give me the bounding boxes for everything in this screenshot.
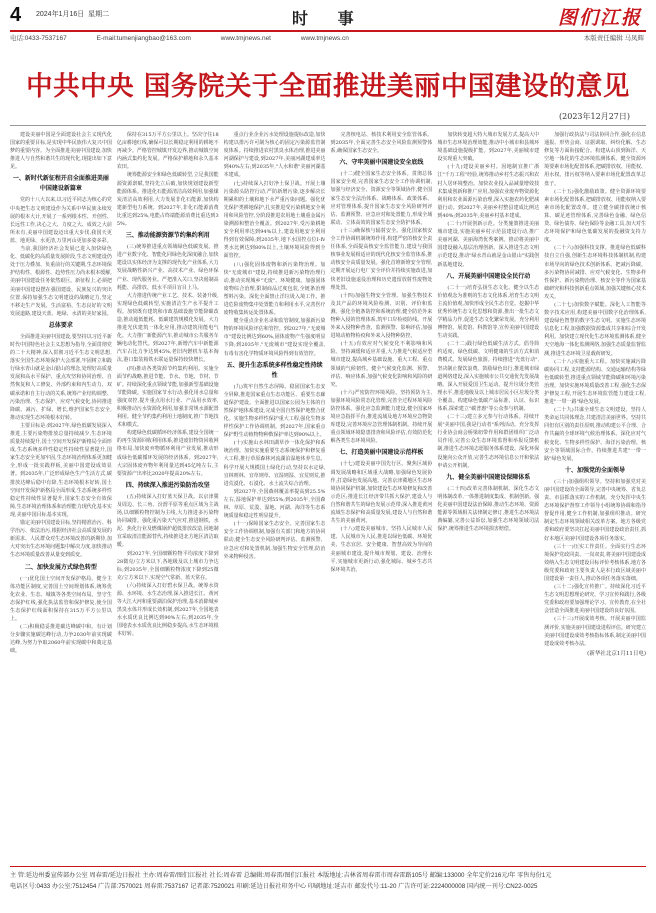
article-source: (新华社北京1月11日电) [587, 650, 646, 657]
paragraph: 全面推进美丽中国建设,要坚持以习近平新时代中国特色社会主义思想为指导,全面贯彻党的二十大精神,深入贯彻习近平生态文明思想,落实全国生态环境保护大会部署,牢固树立和践行绿水青山就是金山银山的理念,处理好高质量发展和高水平保护、重点攻坚和协同治理、自然恢复和人工修复、外部约束和内生动力、双碳承诺和自主行动的关系,统筹产业结构调整、污染治理、生态保护、应对气候变化,协同推进降碳、减污、扩绿、增长,维护国家生态安全,推动实现生态环境根本好转。 [10, 333, 112, 421]
paragraph: 党的十八大以来,以习近平同志为核心的党中央把生态文明建设作为关系中华民族永续发展的根本大计,开展了一系列根本性、开创性、长远性工作,决心之大、力度之大、成效之大前所未有,美丽中国建设迈出重大步伐,我国天更蓝、地更绿、水更清,万里河山更加多姿多彩。 [10, 197, 112, 244]
section-heading: 五、提升生态系统多样性稳定性持续性 [226, 361, 323, 379]
paragraph: (二十七)加快数字赋能。深化人工智能等数字技术应用,构建美丽中国数字化治理体系,建设绿色智慧的数字生态文明。实施生态环境信息化工程,加强数据资源集成共享和综合开发利用。加快建立现代化生态环境监测体系,健全天空地海一体化监测网络,加强生态质量监督监测,推进生态环境卫星载荷研发。 [544, 301, 646, 357]
paragraph: (三)统筹推进重点领域绿色低碳发展。推进产业数字化、智能化同绿色化深度融合,加快建设以实体经济为支撑的现代化产业体系,大力发展战略性新兴产业、高技术产业、绿色环保产业、现代服务业。严把准入关口,坚决遏制高耗能、高排放、低水平项目盲目上马。 [116, 244, 219, 291]
footer-line-1: 主 管:延边州委宣传部办公室 周春雷/延边日报社 主办:周春雷/图们江报社 社长:周春雷 总编辑:周春雷/图们江报社 本版地址:吉林省周春雷市周春雷路105号 邮编:133000 全年定价216元/年 零售每份1元 [10, 872, 552, 879]
paragraph: 锚定美丽中国建设目标,坚持精准治污、科学治污、依法治污,根据经济社会高质量发展的新需求、人民群众对生态环境改善的新期待,加大对突出生态环境问题集中解决力度,加快推动生态环境质量改善从量变到质变。 [10, 520, 112, 559]
article-column [544, 131, 646, 861]
paragraph: 到2027年,全国细颗粒物平均浓度下降到28微克/立方米以下,各地级及以上城市力争达标;到2035年,全国细颗粒物浓度下降到25微克/立方米以下,实现空气常新、蓝天常在。 [116, 550, 219, 581]
paragraph: (一)优化国土空间开发保护格局。健全主体功能区制度,完善国土空间规划体系,统筹优化农业、生态、城镇等各类空间布局。坚守生态保护红线,强化执法监管和保护修复,使全国生态保护红线面积保持在315万平方公里以上。 [10, 575, 112, 622]
article-column [117, 131, 219, 861]
paragraph: (十三)确保核与辐射安全。强化国家核安全工作协调机制统筹作用,构建严密的核安全责任体系,全面提高核安全监管能力,建设与我国核事业发展相适应的现代化核安全监管体系,推动核安全高质量发展。强化首堆新堆安全管理,定期开展运行电厂安全评价并持续实施改进,加快老旧设施退役治理和历史遗留放射性废物处理处置。 [330, 227, 433, 291]
paragraph: 构建绿色低碳循环经济体系,建设全国统一的再生资源回收利用体系,推进废旧物资回收网络布局,加快废弃物循环利用产业发展,推动形成绿色低碳循环发展的经济体系。到2027年,大宗固体废弃物年利用量达到45亿吨左右,主要资源产出率比2020年提高20%左右。 [116, 430, 219, 477]
section-heading: 三、推动能源资源节约集约利用 [125, 232, 210, 240]
section-heading: 七、打造美丽中国建设示范样板 [339, 449, 424, 457]
paragraph: (九)筑牢自然生态屏障。稳固国家生态安全屏障,推进国家重点生态功能区、重要生态廊道保护建设。全面推进以国家公园为主体的自然保护地体系建设,完成全国自然保护地整合优化。实施生物多样性保护重大工程,强化生物多样性保护工作协调机制。到2027年,国家重点保护野生动植物物种数保护率达到90%以上。 [223, 383, 326, 439]
section-heading: 四、持续深入推进污染防治攻坚 [125, 481, 210, 489]
article-body [10, 131, 646, 861]
article-headline: 中共中央 国务院关于全面推进美丽中国建设的意见 [26, 71, 630, 102]
paragraph: (十七)建设美丽中国先行区。聚焦区域协调发展战略和区域重大战略,加强绿色发展协作,打造绿色发展高地。完善京津冀地区生态环境协同保护机制,加快建设生态环境修复和改善示范区;推进长江经济带共抓大保护,建设人与自然和谐共生的绿色发展示范带;深入推进黄河流域生态保护和高质量发展,建设人与自然和谐共生的美丽黄河。 [330, 461, 433, 525]
section-heading: 总体要求 [48, 321, 73, 329]
weekday: 星期二 [88, 11, 110, 18]
paragraph: 当前,我国经济社会发展已进入加快绿色化、低碳化的高质量发展阶段,生态文明建设仍处于压力叠加、负重前行的关键期,生态环境保护结构性、根源性、趋势性压力尚未根本缓解,美丽中国建设任务依然艰巨。新征程上,必须把美丽中国建设摆在强国建设、民族复兴的突出位置,保持加强生态文明建设的战略定力,坚定不移走生产发展、生活富裕、生态良好的文明发展道路,建设天蓝、地绿、水清的美好家园。 [10, 246, 112, 317]
paragraph: 建设美丽中国是全面建设社会主义现代化国家的重要目标,是实现中华民族伟大复兴中国梦的重要内容。为全面推进美丽中国建设,加快推进人与自然和谐共生的现代化,现提出如下意见。 [10, 132, 112, 171]
section-title: 时 事 [292, 9, 366, 28]
article-dateline: (2023年12月27日) [559, 112, 630, 121]
paragraph: 统筹能源安全和绿色低碳转型,立足我国能源资源禀赋,坚持先立后破,加快规划建设新型能源体系。推进化石能源清洁高效利用,加强煤炭清洁高效利用,大力发展非化石能源,加快构建新型电力系统。到2027年,非化石能源消费比重达到25%,电能占终端能源消费比重达到35%。 [116, 172, 219, 228]
paragraph: 保持在315万平方公里以上。坚决守住18亿亩耕地红线,确保可以长期稳定利用的耕地不再减少。严格管控城镇开发边界,推动城镇空间内涵式集约化发展。严格保护耕地和永久基本农田。 [116, 132, 219, 171]
section-heading: 六、守牢美丽中国建设安全底线 [339, 159, 424, 167]
paragraph: 到2027年,全国森林覆盖率提高到25.5%左右,湿地保护率达到55%;到2035年,全国森林、草原、荒漠、湿地、河湖、海洋等生态系统质量和稳定性明显提升。 [223, 488, 326, 520]
paragraph: (二十三)建立多元参与行动体系。持续开展"美丽中国,我是行动者"系列活动。充分发挥行业协会商会桥梁纽带作用和群团组织广泛动员作用,完善公众生态环境监督和举报反馈机制,推进生态环境志愿服务体系建设。深化环保设施向公众开放,完善生态环境信息公开和依法申请公开机制。 [437, 414, 540, 469]
footer-rule [10, 866, 646, 867]
headline-rule [10, 125, 646, 126]
paragraph: (七)持续深入打好净土保卫战。开展土壤污染源头防控行动,严防新增污染,逐步解决长期累积的土壤和地下水严重污染问题。强化优先保护类耕地保护,扎实推进受污染耕地安全利用和风险管控,分阶段推进农用地土壤重金属污染溯源和整治全覆盖。到2027年,受污染耕地安全利用率达到94%以上,建设用地安全利用得到有效保障;到2035年,地下水国控点位Ⅰ-Ⅳ类水比例达到80%以上,土壤环境风险得到全面管控。 [223, 180, 326, 260]
paragraph: (十一)保障国家生态安全。完善国家生态安全工作协调机制,加强有关部门和地方的协同联动,健全生态安全风险研判评估、监测预警、应急应对和处置机制,加强生物安全管理,防治外来物种侵害。 [223, 521, 326, 560]
issue-date [36, 9, 109, 19]
paragraph: (六)持续深入打好碧水保卫战。统筹水资源、水环境、水生态治理,深入推进长江、黄河等大江大河和重要湖泊保护治理,基本消除城乡黑臭水体并形成长效机制,到2027年,全国地表水水质优良比例达到90%左右;到2035年,全国地表水水质优良比例稳步提高,水生态环境根本好转。 [116, 582, 219, 638]
paragraph: (三十)加强组织领导。坚持和加强党对美丽中国建设的全面领导,完善中央统筹、省负总责、市县抓落实的工作机制。充分发挥中央生态环境保护督察工作领导小组统筹协调和指导督促作用,健全工作机制,加强组织推动。研究制定生态环境领域相关改革方案。地方各级党委和政府要坚决扛起美丽中国建设政治责任,抓好本地区美丽中国建设各项任务落实。 [544, 478, 646, 542]
paragraph: (十五)有效应对气候变化不利影响和风险。坚持减缓和适应并重,大力推进气候适应型城市建设,提高城乡基础设施、重大工程、重点领域的气候韧性。健全气候变化监测、预警、评估、响应体系,加强气候变化影响和风险的研究。 [330, 341, 433, 388]
contact-line [10, 33, 646, 42]
paragraph: (二十六)加强科技支撑。推进绿色低碳科技自立自强,创新生态环境科技体制机制,构建市场导向的绿色技术创新体系。把减污降碳、多污染物协同减排、应对气候变化、生物多样性保护、新污染物治理、核安全等作为国家基础研究和科技创新重点领域,加强关键核心技术攻关。 [544, 245, 646, 300]
paragraph: (二十四)改革完善体制机制。深化生态文明体制改革,一体推进制度集成、机制创新。强化美丽中国建设法治保障,推动生态环境、资源能源等领域相关法律制定修订,推进生态环境法典编纂,完善公益诉讼,加强生态环境领域司法保护,统筹推进生态环境损害赔偿。 [437, 485, 540, 533]
paragraph: 大力推进传统产业工艺、技术、装备升级,实现绿色低碳转型,实施清洁生产水平提升工程。加快既有建筑和市政基础设施节能降碳改造,推动超低能耗、低碳建筑规模化发展。大力推进光伏建筑一体化应用,推动建筑用能电气化。大力推广新能源汽车,推动城市公共服务车辆电动化替代。到2027年,新增汽车中新能源汽车占比力争达到45%,老旧内燃机车基本淘汰,港口集装箱铁水联运量保持较快增长。 [116, 292, 219, 364]
article-column [10, 131, 112, 861]
paragraph: (二十五)强化激励政策。健全资源环境要素市场化配置体系,把碳排放权、用能权纳入要素市场化配置改革。建立健全碳排放统计核算、碳足迹管理体系,完善绿色金融、绿色信贷、绿色债券、绿色保险等金融工具,加大对生态环境保护和绿色低碳发展的投融资支持力度。 [544, 188, 646, 244]
paragraph: 加强行政执法与司法协同合作,强化在信息通报、形势会商、证据调取、纠纷化解、生态修复等方面衔接配合。构建从山顶到海洋、天空地一体化的生态环境监测体系。健全资源环境要素市场化配置体系,把碳排放权、用能权、用水权、排污权等纳入要素市场化配置改革总盘子。 [544, 132, 646, 187]
section-heading: 八、开展美丽中国建设全民行动 [446, 272, 531, 280]
article-column [330, 131, 432, 861]
paragraph: (二十二)践行绿色低碳生活方式。倡导简约适度、绿色低碳、文明健康的生活方式和消费模式。发展绿色旅游。持续推进"光盘行动",坚决制止餐饮浪费。鼓励绿色出行,推进城市绿道网络建设,深入实施城市公共交通优先发展战略。深入开展爱国卫生运动。提升垃圾分类管理水平,推进地级及以上城市居民小区垃圾分类全覆盖。构建绿色低碳产品标准、认证、标识体系,探索建立"碳普惠"等公众参与机制。 [437, 341, 540, 412]
article-column [437, 131, 539, 861]
phone: 电话:0433-7537167 [10, 35, 67, 42]
section-heading: 九、健全美丽中国建设保障体系 [446, 473, 531, 481]
newspaper-logo: 图们江报 [557, 7, 642, 29]
paragraph: (八)强化固体废物和新污染物治理。加快"无废城市"建设,持续推进新污染物治理行动,推动实现城乡"无废"、环境健康。加强固体废物综合治理,限制商品过度包装,全链条治理塑料污染。深化全面禁止洋垃圾入境工作。推进危险废物集中处置能力和利用水平,完善医疗废物收集转运处置体系。 [223, 261, 326, 317]
page-number: 4 [10, 4, 22, 26]
paragraph: 完善核电站、核技术利用安全监管体系。到2035年,全面完善生态安全风险监测预警体系,确保国家生态安全。 [330, 132, 433, 155]
paragraph: (十八)建设美丽城市。坚持人民城市人民建、人民城市为人民,推进以绿色低碳、环境优美、生态宜居、安全健康、智慧高效为导向的美丽城市建设,提升城市规划、建设、治理水平,实施城市更新行动,强化城际、城乡生态共保环境共治。 [330, 526, 433, 573]
paragraph: (十四)加强生物安全管理。加强生物技术及其产品的环境风险检测、识别、评价和监测。强化全链条防控和系统治理,健全防范外来物种入侵的管理体系,筑牢口岸检疫防线。开展外来入侵物种普查、监测预警、影响评估,加强进境动植物检疫和外来入侵物种防控。 [330, 292, 433, 340]
paragraph: (四)推动各类资源节约集约利用。实施全面节约战略,推进节能、节水、节地、节材、节矿。持续深化重点领域节能,加强新型基础设施节能降碳。实施国家节水行动,强化用水总量和强度双控,提升重点用水行业、产品用水效率,积极推动污水资源化利用,加强非常规水源配置利用。健全节约集约利用土地制度,推广节地技术和模式。 [116, 365, 219, 429]
footer-line-2: 电话区号:0433 办公室:7512454 广告部:7570021 周春雷:7537167 记者部:7520021 印刷:延边日报社印务中心 印刷地址:延吉市 邮发代号:11-20 广告许可证:2224000008 国内统一刊号:CN22-0025 [10, 883, 538, 890]
paragraph: (三十二)强化宣传推广。持续深化习近平生态文明思想理论研究、学习宣传和践行,各级党委和政府要加强理论学习、宣传教育,在全社会营造全面推进美丽中国建设的良好氛围。 [544, 584, 646, 615]
paragraph: (十九)建设美丽乡村。因地制宜推广浙江"千万工程"经验,统筹推动乡村生态振兴和农村人居环境整治。加快农业投入品减量增效技术集成创新和推广应用,加强农业废弃物资源化利用和农业面源污染治理,深入实施农药化肥减量行动。到2027年,美丽乡村整县建成比例达到40%;到2035年,美丽乡村基本建成。 [437, 164, 540, 219]
article-column [224, 131, 326, 861]
website-net: www.tmjnews.net [220, 35, 271, 42]
section-heading: 一、新时代新征程开启全面推进美丽中国建设新篇章 [12, 175, 109, 193]
paragraph: (十二)健全国家生态安全体系。贯彻总体国家安全观,完善国家生态安全工作协调机制,加强与经济安全、资源安全等领域协作,健全国家生态安全法治体系、战略体系、政策体系、应对管理体系,提升国家生态安全风险研判评估、监测预警、应急应对和处置能力,形成全域联动、立体高效的国家生态安全防护体系。 [330, 171, 433, 226]
paragraph: (二十一)培育弘扬生态文化。健全以生态价值观念为准则的生态文化体系,培育生态文明主流价值观,加快形成全民生态自觉。挖掘中华优秀传统生态文化思想和资源,推出一批生态文学精品力作,促进生态文化繁荣发展。充分利用博物馆、展览馆、科教馆等,宣传美丽中国建设生动实践。 [437, 284, 540, 340]
page-footer [10, 870, 646, 892]
website-cn: www.tmjnews.cn [300, 35, 349, 42]
section-heading: 十、加强党的全面领导 [565, 466, 626, 474]
paragraph: (五)持续深入打好蓝天保卫战。以京津冀及周边、长三角、汾渭平原等重点区域为主战场,以细颗粒物控制为主线,大力推进多污染物协同减排。强化重污染天气应对,推进钢铁、水泥、焦化行业及燃煤锅炉超低排放改造,因地制宜采取清洁能源替代,持续推进北方地区清洁取暖。 [116, 493, 219, 549]
paragraph: (二十八)实施重大工程。加快实施减污降碳协同工程,支持能源结构、交通运输结构等绿色低碳转型,推进重点领域节能降碳和环境污染治理。加快实施环境质量改善工程,强化生态保护修复工程,开展生态环境监管能力建设工程,推进"一带一路"绿色发展。 [544, 358, 646, 406]
email: E-mail:tumenjiangbao@163.com [96, 35, 191, 42]
date: 2024年1月16日 [36, 11, 85, 18]
header-rule [10, 30, 646, 32]
paragraph: 主要目标是:到2027年,绿色低碳发展深入推进,主要污染物排放总量持续减少,生态环境质量持续提升,国土空间开发保护新格局全面形成,生态系统多样性稳定性持续性显著提升,国家生态安全更加牢固,生态环境治理体系更加健全,形成一批实践样板,美丽中国建设成效显著。到2035年,广泛形成绿色生产生活方式,碳排放达峰后稳中有降,生态环境根本好转,国土空间开发保护新格局全面形成,生态系统多样性稳定性持续性显著提升,国家生态安全有效保障,生态环境治理体系和治理能力现代化基本实现,美丽中国目标基本实现。 [10, 422, 112, 518]
paragraph: (二十九)共谋全球生态文明建设。坚持人类命运共同体理念,共建清洁美丽世界。坚持共同但有区别的责任原则,推动构建公平合理、合作共赢的全球环境气候治理体系。深化应对气候变化、生物多样性保护、海洋污染治理、核安全等领域国际合作。持续推进共建"一带一路"绿色发展。 [544, 407, 646, 462]
paragraph: (十六)严密防控环境风险。坚持预防为主,加强环境风险常态化管理,完善全过程环境风险防控体系。强化应急监测能力建设,健全国家环境应急指挥平台,推进流域及地方环境应急物资库建设,完善环境应急管理体制机制。持续开展重点领域环境隐患排查和风险评估,有效防范化解各类生态环境风险。 [330, 389, 433, 445]
paragraph: (三十一)压实工作责任。全面实行生态环境保护党政同责、一岗双责,将美丽中国建设成效纳入生态文明建设目标评价考核体系,地方各级党委和政府主要负责人是本行政区域美丽中国建设第一责任人,推动各项任务落实落细。 [544, 543, 646, 582]
paragraph: (二)积极稳妥推进碳达峰碳中和。有计划分步骤实施碳达峰行动,力争2030年前实现碳达峰,为努力争取2060年前实现碳中和奠定基础。 [10, 624, 112, 655]
paragraph: 加快转变超大特大城市发展方式,提高大中城市生态环境治理效能,推动中小城市和县城环境基础设施提级扩能。到2027年,美丽城市建设实现重大突破。 [437, 132, 540, 163]
section-heading: 二、加快发展方式绿色转型 [24, 563, 97, 571]
paragraph: (二十)开展创新示范。分类施策推进美丽城市建设,实施美丽乡村示范县建设行动,推广美丽河湖、美丽海湾优秀案例。推动将美丽中国建设融入基层治理创新。深入推进生态文明示范建设,推动"绿水青山就是金山银山"实践创新基地建设。 [437, 221, 540, 268]
responsible-editor: 本版责任编辑 马凤辉 [583, 35, 644, 42]
paragraph: 重点行业企业污水处理设施提标改造,加快构建以排污许可制为核心的固定污染源监管制度体系。持续推进农村黑臭水体治理,推进美丽河湖保护与建设,到2027年,美丽河湖建成率达到40%左右;到2035年,"人水和谐"美丽河湖基本建成。 [223, 132, 326, 179]
paragraph: 健全重点企业名录和监管制度,加强新污染物的环境风险评估和管控。到2027年,"无废城市"建设比例达到60%,固体废物产生强度明显下降;到2035年,"无废城市"建设实现全覆盖,有毒有害化学物质环境风险得到有效管控。 [223, 318, 326, 357]
paragraph: (三十三)开展成效考核。开展美丽中国监测评价,实施美丽中国建设进程评估。研究建立美丽中国建设成效考核指标体系,制定美丽中国建设成效考核办法。 [544, 616, 646, 647]
paragraph: (十)实施山水林田湖草沙一体化保护和系统治理。加快实施重要生态系统保护和修复重大工程,推行草原森林河流湖泊湿地休养生息。科学开展大规模国土绿化行动,坚持以水定绿,宜林则林、宜草则草、宜湿则湿、宜荒则荒,推进荒漠化、石漠化、水土流失综合治理。 [223, 440, 326, 487]
